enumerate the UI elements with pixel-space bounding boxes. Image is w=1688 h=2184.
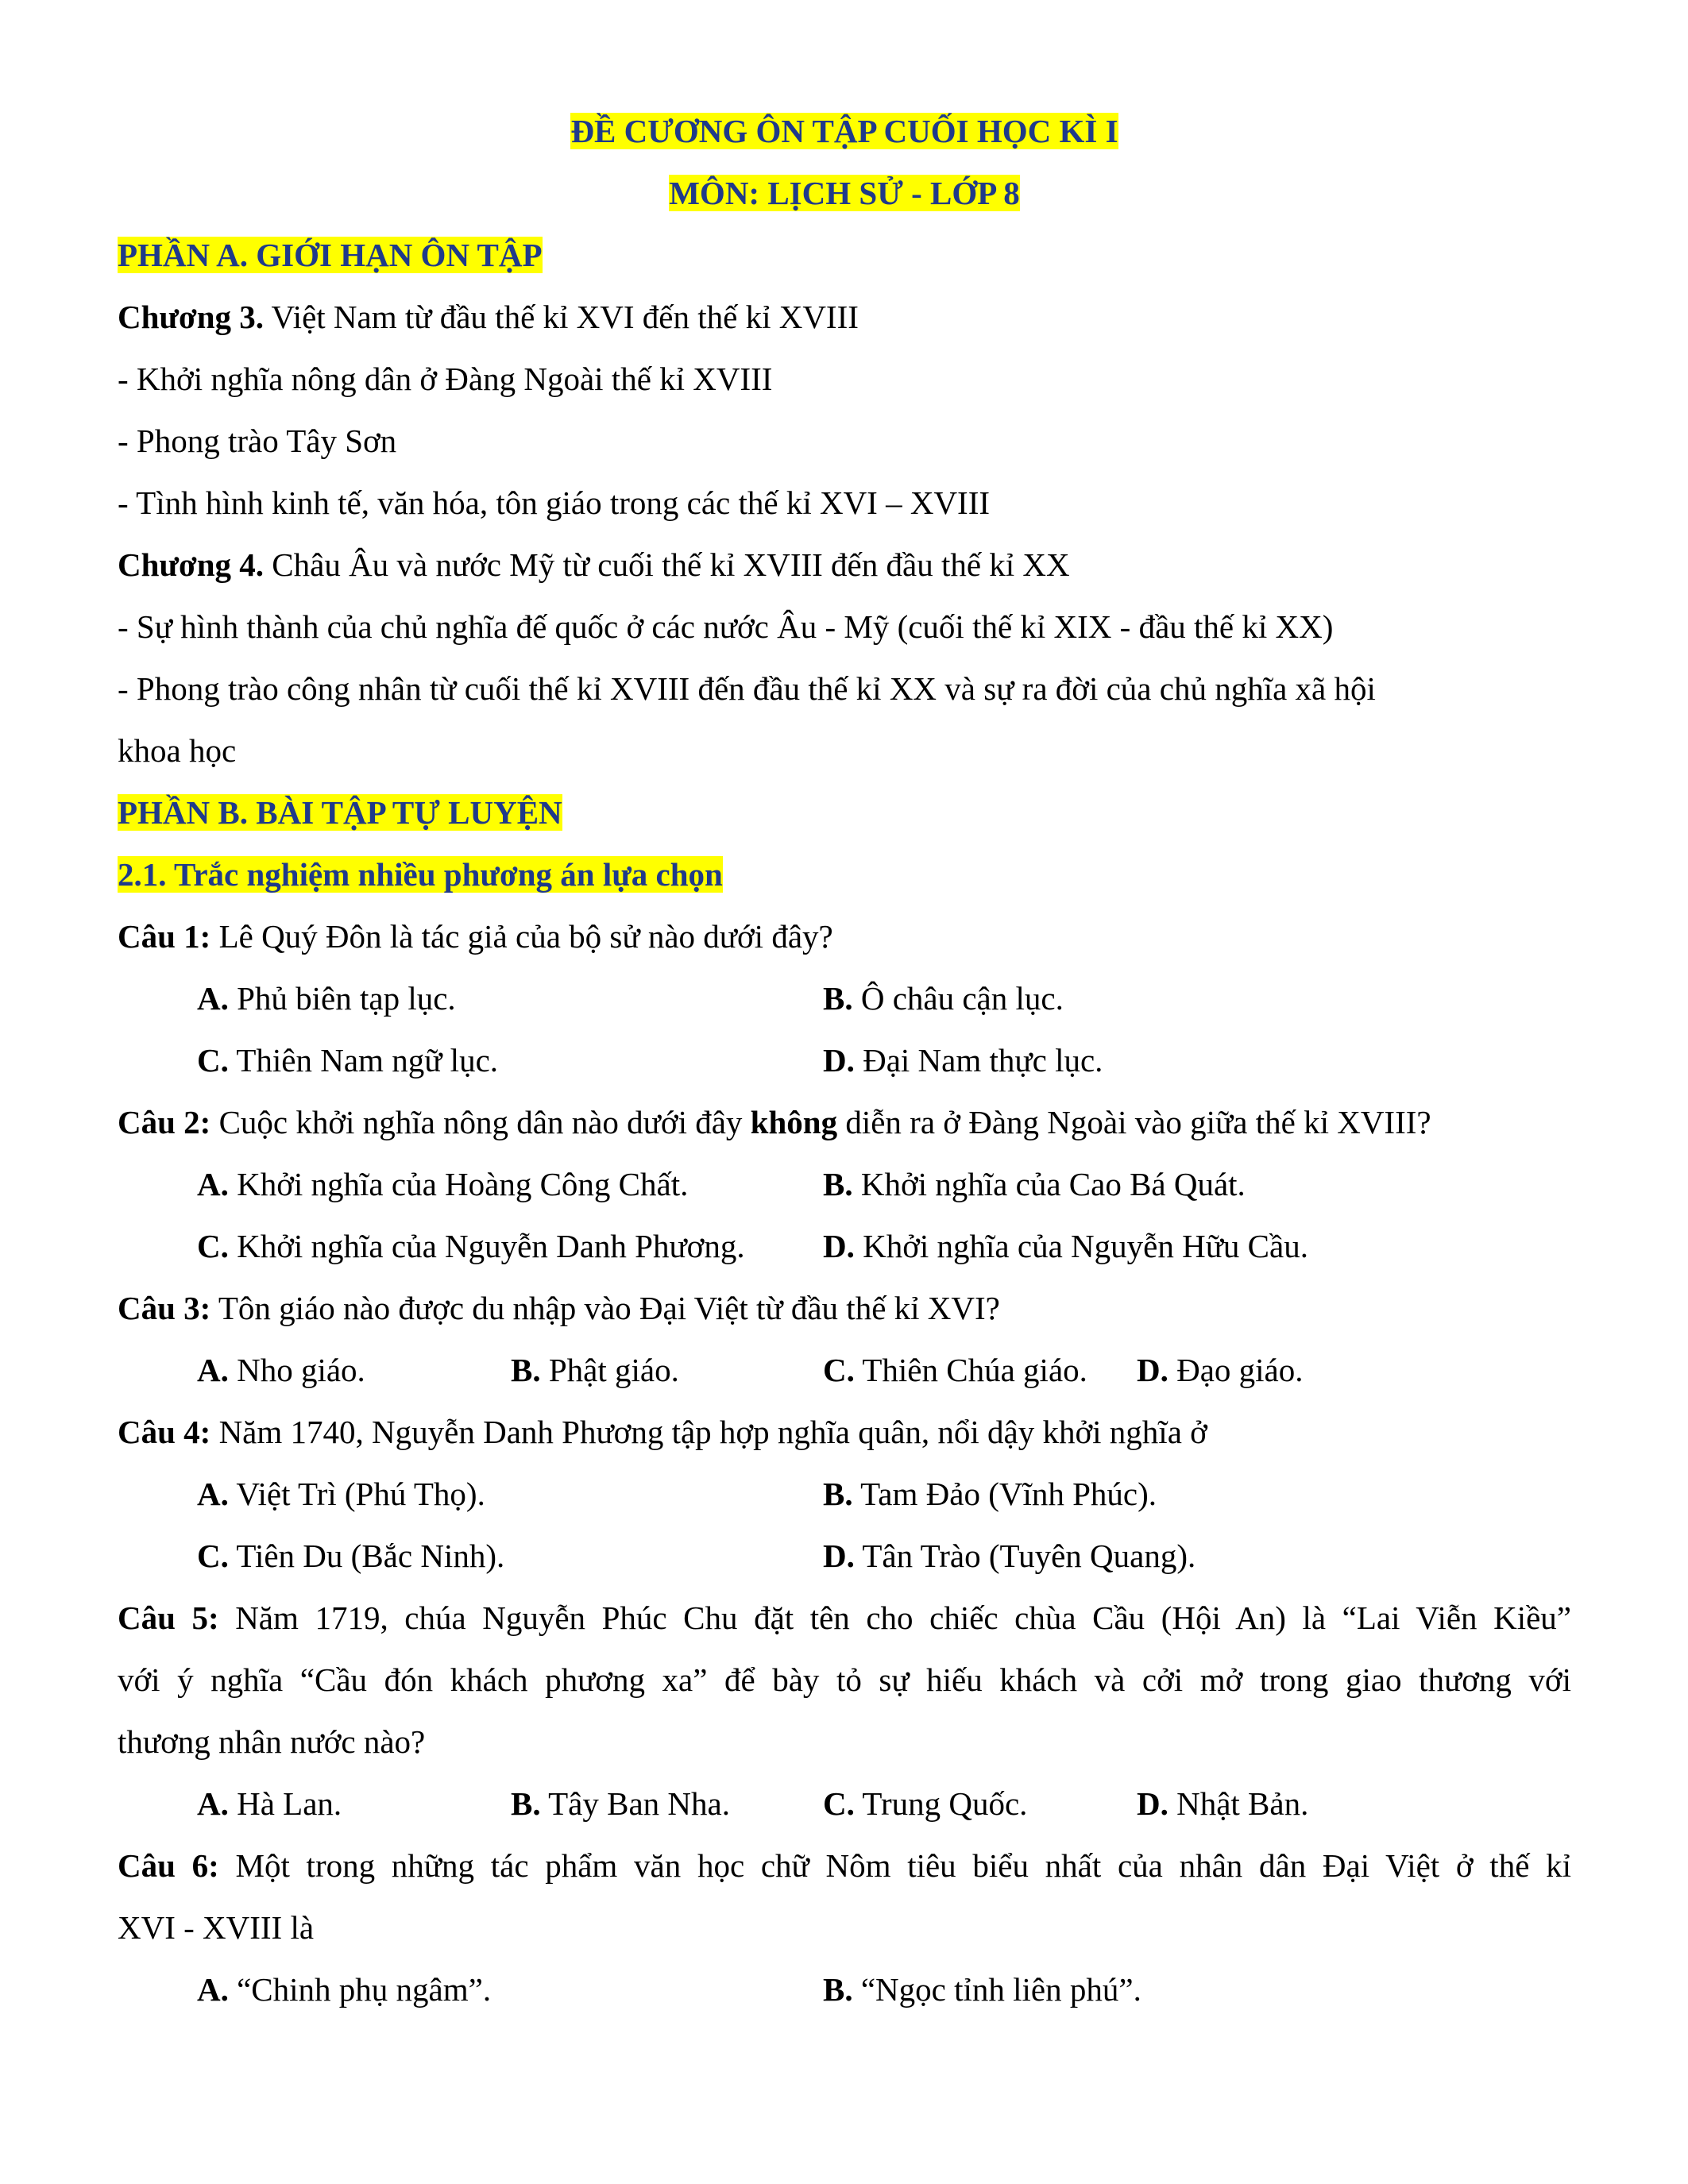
chapter-4-item: khoa học — [118, 732, 237, 769]
part-a-heading: PHẦN A. GIỚI HẠN ÔN TẬP — [118, 237, 543, 273]
chapter-3-text: Việt Nam từ đầu thế kỉ XVI đến thế kỉ XVIII — [264, 299, 859, 335]
part-b-heading-line — [118, 781, 1571, 843]
document-content — [118, 100, 1571, 2020]
option-b: B. Phật giáo. — [511, 1352, 679, 1388]
option-d: D. Đại Nam thực lục. — [823, 1042, 1103, 1078]
question-5-cont: với ý nghĩa “Cầu đón khách phương xa” để bày tỏ sự hiếu khách và cởi mở trong giao thương với — [118, 1661, 1571, 1698]
question-text: Cuộc khởi nghĩa nông dân nào dưới đây — [211, 1104, 751, 1140]
doc-subtitle: MÔN: LỊCH SỬ - LỚP 8 — [669, 175, 1020, 211]
question-text: Tôn giáo nào được du nhập vào Đại Việt từ đầu thế kỉ XVI? — [211, 1290, 1000, 1326]
question-label: Câu 2: — [118, 1104, 211, 1140]
chapter-4-item: - Sự hình thành của chủ nghĩa đế quốc ở các nước Âu - Mỹ (cuối thế kỉ XIX - đầu thế kỉ XX) — [118, 608, 1334, 645]
option-c: C. Khởi nghĩa của Nguyễn Danh Phương. — [197, 1228, 745, 1264]
question-text-cont: diễn ra ở Đàng Ngoài vào giữa thế kỉ XVIII? — [837, 1104, 1431, 1140]
option-d: D. Nhật Bản. — [1137, 1785, 1309, 1822]
question-4 — [118, 1401, 1571, 1463]
option-d: D. Khởi nghĩa của Nguyễn Hữu Cầu. — [823, 1228, 1308, 1264]
question-2 — [118, 1091, 1571, 1153]
option-d: D. Đạo giáo. — [1137, 1352, 1304, 1388]
part-a-heading-line — [118, 224, 1571, 286]
chapter-3-item: - Khởi nghĩa nông dân ở Đàng Ngoài thế kỉ XVIII — [118, 361, 773, 397]
question-label: Câu 6: — [118, 1847, 219, 1884]
question-6-cont: XVI - XVIII là — [118, 1909, 315, 1946]
option-a: A. Khởi nghĩa của Hoàng Công Chất. — [197, 1166, 689, 1202]
option-b: B. Tây Ban Nha. — [511, 1785, 730, 1822]
chapter-4-text: Châu Âu và nước Mỹ từ cuối thế kỉ XVIII đến đầu thế kỉ XX — [264, 546, 1070, 583]
option-b: B. Ô châu cận lục. — [823, 980, 1064, 1017]
question-6 — [118, 1835, 1571, 1897]
chapter-4-label: Chương 4. — [118, 546, 265, 583]
question-label: Câu 5: — [118, 1599, 219, 1636]
doc-title-line — [118, 100, 1571, 162]
question-5 — [118, 1587, 1571, 1649]
option-c: C. Thiên Nam ngữ lục. — [197, 1042, 499, 1078]
question-1-options-row-2 — [118, 1029, 1571, 1091]
question-label: Câu 1: — [118, 918, 211, 955]
part-b-subheading: 2.1. Trắc nghiệm nhiều phương án lựa chọn — [118, 856, 723, 893]
option-a: A. Hà Lan. — [197, 1785, 342, 1822]
question-4-options-row-1 — [118, 1463, 1571, 1525]
question-3-options — [118, 1339, 1571, 1401]
option-d: D. Tân Trào (Tuyên Quang). — [823, 1538, 1196, 1574]
question-emphasis: không — [750, 1104, 838, 1140]
option-a: A. Việt Trì (Phú Thọ). — [197, 1476, 485, 1512]
chapter-3-item: - Tình hình kinh tế, văn hóa, tôn giáo trong các thế kỉ XVI – XVIII — [118, 484, 991, 521]
doc-subtitle-line — [118, 162, 1571, 224]
part-b-heading: PHẦN B. BÀI TẬP TỰ LUYỆN — [118, 794, 562, 831]
question-text: Năm 1719, chúa Nguyễn Phúc Chu đặt tên cho chiếc chùa Cầu (Hội An) là “Lai Viễn Kiều” — [218, 1599, 1571, 1636]
option-a: A. Nho giáo. — [197, 1352, 365, 1388]
chapter-3-label: Chương 3. — [118, 299, 265, 335]
question-1-options-row-1 — [118, 967, 1571, 1029]
question-5-options — [118, 1773, 1571, 1835]
part-b-subheading-line — [118, 843, 1571, 905]
question-3 — [118, 1277, 1571, 1339]
option-b: B. “Ngọc tỉnh liên phú”. — [823, 1971, 1141, 2008]
question-label: Câu 3: — [118, 1290, 211, 1326]
option-c: C. Trung Quốc. — [823, 1785, 1028, 1822]
question-text: Lê Quý Đôn là tác giả của bộ sử nào dưới đây? — [211, 918, 833, 955]
option-a: A. Phủ biên tạp lục. — [197, 980, 456, 1017]
option-c: C. Tiên Du (Bắc Ninh). — [197, 1538, 505, 1574]
chapter-4-line — [118, 534, 1571, 596]
doc-title: ĐỀ CƯƠNG ÔN TẬP CUỐI HỌC KÌ I — [570, 113, 1118, 149]
question-2-options-row-1 — [118, 1153, 1571, 1215]
option-b: B. Tam Đảo (Vĩnh Phúc). — [823, 1476, 1157, 1512]
question-6-options — [118, 1958, 1571, 2020]
chapter-3-item: - Phong trào Tây Sơn — [118, 423, 397, 459]
question-4-options-row-2 — [118, 1525, 1571, 1587]
chapter-4-item: - Phong trào công nhân từ cuối thế kỉ XVIII đến đầu thế kỉ XX và sự ra đời của chủ nghĩa xã hội — [118, 670, 1376, 707]
question-text: Một trong những tác phẩm văn học chữ Nôm tiêu biểu nhất của nhân dân Đại Việt ở thế kỉ — [218, 1847, 1571, 1884]
option-a: A. “Chinh phụ ngâm”. — [197, 1971, 492, 2008]
question-text: Năm 1740, Nguyễn Danh Phương tập hợp nghĩa quân, nổi dậy khởi nghĩa ở — [211, 1414, 1207, 1450]
option-c: C. Thiên Chúa giáo. — [823, 1352, 1087, 1388]
question-label: Câu 4: — [118, 1414, 211, 1450]
option-b: B. Khởi nghĩa của Cao Bá Quát. — [823, 1166, 1246, 1202]
chapter-3-line — [118, 286, 1571, 348]
question-5-cont: thương nhân nước nào? — [118, 1723, 426, 1760]
question-1 — [118, 905, 1571, 967]
question-2-options-row-2 — [118, 1215, 1571, 1277]
